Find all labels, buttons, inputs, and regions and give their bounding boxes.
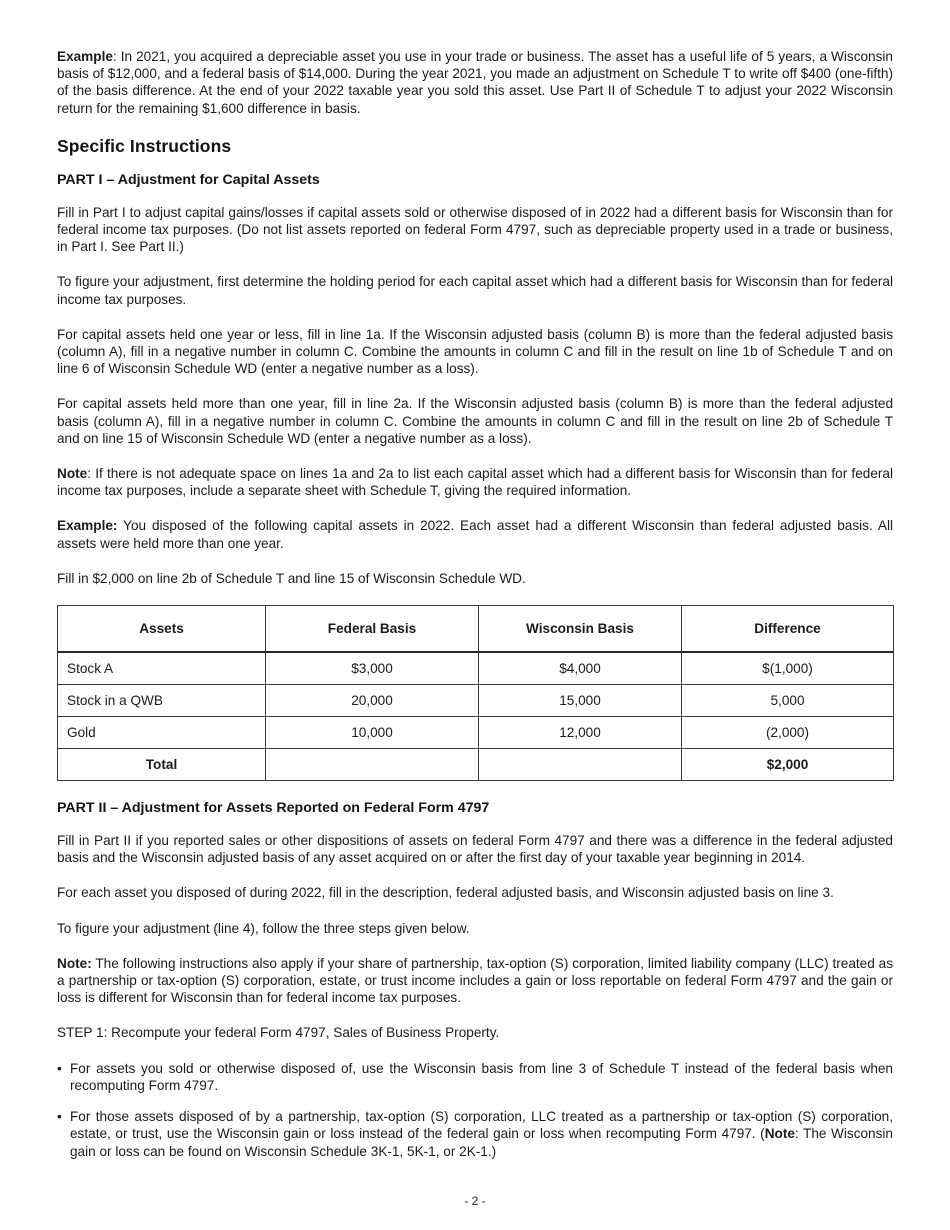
bullet-icon: • [57,1109,62,1125]
part2-note-text: The following instructions also apply if your share of partnership, tax-option (S) corporation, limited liability company (LLC) treated as a partnership or tax-option (S) corporation, estate, or trust income includes a gain or loss reportable on federal Form 4797 and the gain or loss is different for Wisconsin than for federal income tax purposes. [57,955,893,1006]
intro-example-text: In 2021, you acquired a depreciable asset you use in your trade or business. The asset has a useful life of 5 years, a Wisconsin basis of $12,000, and a federal basis of $14,000. During the year 2021, you made an adjustment on Schedule T to write off $400 (one-fifth) of the basis difference. At the end of your 2022 taxable year you sold this asset. Use Part II of Schedule T to adjust your 2022 Wisconsin return for the remaining $1,600 difference in basis. [57,49,893,116]
asset-basis-table [57,605,894,781]
spacer [57,866,893,884]
part1-paragraph-4: For capital assets held more than one year, fill in line 2a. If the Wisconsin adjusted basis (column B) is more than the federal adjusted basis (column A), fill in a negative number in column C. Combine the amounts in column C and fill in the result on line 2b of Schedule T and on line 15 of Wisconsin Schedule WD (enter a negative number as a loss). [57,396,893,446]
cell-asset-name: Stock A [58,652,266,685]
spacer [57,587,893,605]
part1-note-paragraph [57,465,893,499]
bullet-note-label: Note [764,1126,795,1142]
part1-note-text: If there is not adequate space on lines 1a and 2a to list each capital asset which had a different basis for Wisconsin than for federal income tax purposes, include a separate sheet with Schedule T, giving the required information. [57,466,893,499]
spacer [57,157,893,171]
cell-federal-basis: 20,000 [266,685,479,717]
part2-step1-text: STEP 1: Recompute your federal Form 4797, Sales of Business Property. [57,1025,500,1041]
spacer [57,937,893,955]
part2-note-lead-label: Note: [57,955,92,971]
section-title-specific-instructions: Specific Instructions [57,135,232,156]
page-number-footer: - 2 - [464,1194,486,1208]
cell-total-federal-basis [266,749,479,781]
spacer [57,781,893,799]
part2-note-paragraph [57,955,893,1007]
spacer [57,377,893,395]
part2-paragraph-2: For each asset you disposed of during 2022, fill in the description, federal adjusted basis, and Wisconsin adjusted basis on line 3. [57,885,834,901]
part1-paragraph-1: Fill in Part I to adjust capital gains/losses if capital assets sold or otherwise disposed of in 2022 had a different basis for Wisconsin than for federal income tax purposes. (Do not list assets reported on federal Form 4797, such as depreciable property used in a trade or business, in Part I. See Part II.) [57,204,893,255]
part1-paragraph-2: To figure your adjustment, first determine the holding period for each capital asset which had a different basis for Wisconsin than for federal income tax purposes. [57,274,893,307]
cell-difference: 5,000 [682,685,894,717]
table-header-federal-basis: Federal Basis [266,606,479,653]
spacer [57,1042,893,1060]
spacer [57,308,893,326]
table-body [58,652,894,781]
spacer [57,552,893,570]
spacer [57,818,893,832]
bullet-text: For assets you sold or otherwise disposed of, use the Wisconsin basis from line 3 of Schedule T instead of the federal basis when recomputing Form 4797. [70,1060,893,1093]
table-header [58,606,894,653]
part1-example-text: You disposed of the following capital assets in 2022. Each asset had a different Wisconsin than federal adjusted basis. All assets were held more than one year. [57,518,893,551]
cell-total-wisconsin-basis [479,749,682,781]
part2-heading: PART II – Adjustment for Assets Reported on Federal Form 4797 [57,800,490,817]
intro-example-paragraph [57,48,893,117]
cell-federal-basis: 10,000 [266,717,479,749]
part1-paragraph-3: For capital assets held one year or less, fill in line 1a. If the Wisconsin adjusted basis (column B) is more than the federal adjusted basis (column A), fill in a negative number in column C. Combine the amounts in column C and fill in the result on line 1b of Schedule T and on line 6 of Wisconsin Schedule WD (enter a negative number as a loss). [57,326,893,377]
spacer [57,255,893,273]
bullet-text: For those assets disposed of by a partnership, tax-option (S) corporation, LLC treated as a partnership or tax-option (S) corporation, estate, or trust, use the Wisconsin gain or loss instead of the federal gain or loss when recomputing Form 4797. ( [70,1109,893,1142]
table-row [58,652,894,685]
list-item [57,1060,893,1094]
table-header-assets: Assets [58,606,266,653]
bullet-text-after-note: : The Wisconsin gain or loss can be found on Wisconsin Schedule 3K-1, 5K-1, or 2K-1.) [70,1126,893,1159]
cell-total-label: Total [58,749,266,781]
spacer [57,902,893,920]
table-header-difference: Difference [682,606,894,653]
cell-wisconsin-basis: 12,000 [479,717,682,749]
cell-difference: $(1,000) [682,652,894,685]
table-header-wisconsin-basis: Wisconsin Basis [479,606,682,653]
cell-asset-name: Gold [58,717,266,749]
intro-example-lead-label: Example [57,49,113,64]
page-content [57,48,893,1160]
bullet-icon: • [57,1060,62,1076]
spacer [57,1006,893,1024]
part1-example-lead-label: Example: [57,518,118,534]
spacer [57,190,893,204]
intro-example-lead-separator: : [112,49,121,64]
part1-example-paragraph [57,517,893,551]
cell-asset-name: Stock in a QWB [58,685,266,717]
part2-paragraph-3: To figure your adjustment (line 4), follow the three steps given below. [57,920,470,936]
part1-note-lead-separator: : [87,466,96,482]
table-row [58,685,894,717]
spacer [57,499,893,517]
part1-fill-in-line: Fill in $2,000 on line 2b of Schedule T and line 15 of Wisconsin Schedule WD. [57,570,526,586]
part2-paragraph-1: Fill in Part II if you reported sales or other dispositions of assets on federal Form 4797 and there was a difference in the federal adjusted basis and the Wisconsin adjusted basis of any asset acquired on or after the first day of your taxable year beginning in 2014. [57,833,893,866]
part1-heading: PART I – Adjustment for Capital Assets [57,171,320,188]
spacer [57,117,893,135]
spacer [57,447,893,465]
table-total-row [58,749,894,781]
list-item [57,1108,893,1160]
cell-federal-basis: $3,000 [266,652,479,685]
part1-note-lead-label: Note [57,466,88,482]
table-row [58,717,894,749]
cell-total-difference: $2,000 [682,749,894,781]
cell-wisconsin-basis: $4,000 [479,652,682,685]
cell-wisconsin-basis: 15,000 [479,685,682,717]
table-header-row [58,606,894,653]
cell-difference: (2,000) [682,717,894,749]
spacer [57,1094,893,1108]
